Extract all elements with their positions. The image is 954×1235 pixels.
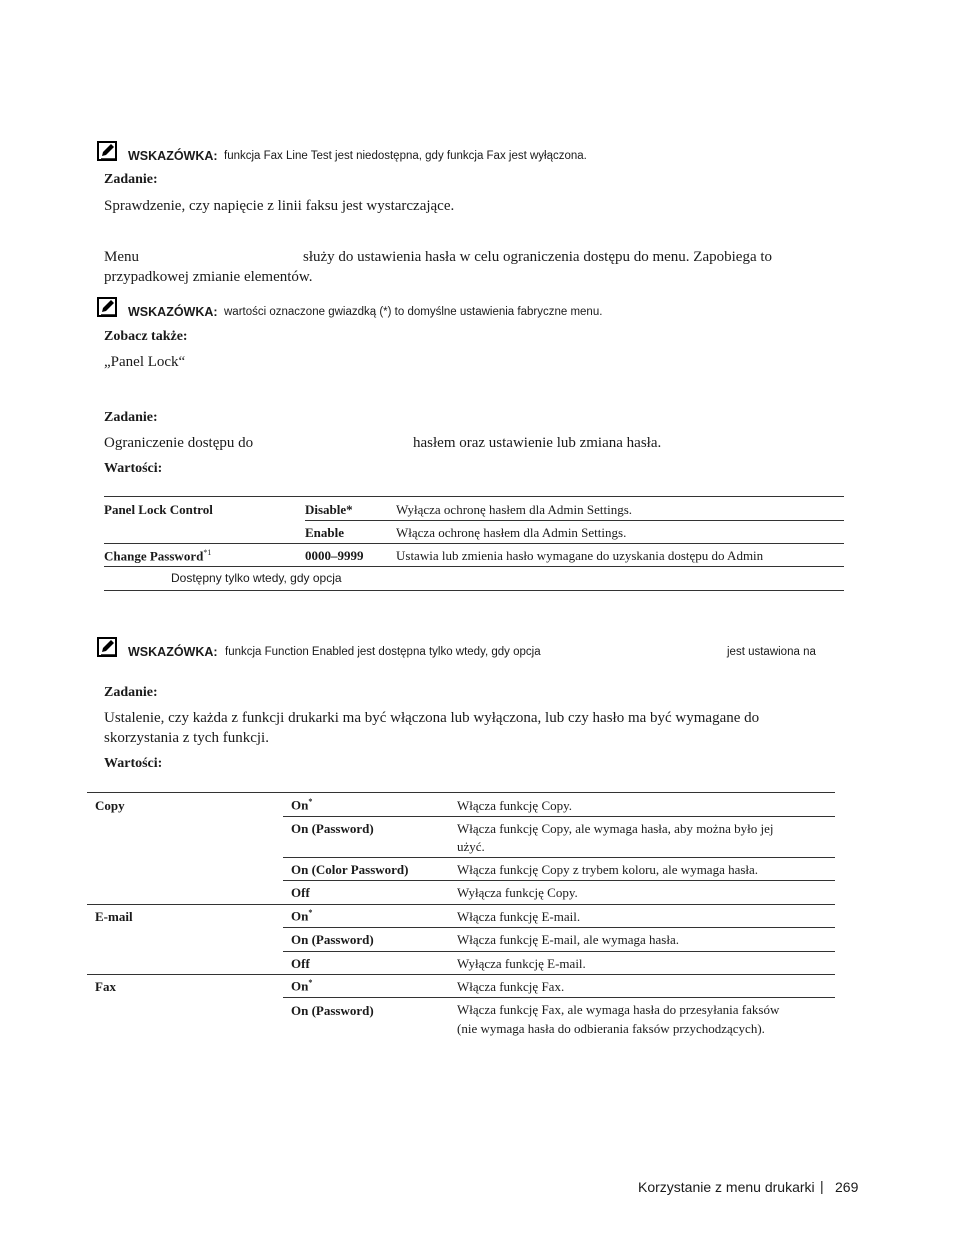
values-heading: Wartości:	[104, 461, 163, 476]
option-value: On (Password)	[291, 932, 374, 947]
intro-prefix: Menu	[104, 249, 139, 265]
option-desc: Włącza funkcję Fax.	[457, 979, 565, 994]
intro-line1: służy do ustawienia hasła w celu ograniczenia dostępu do menu. Zapobiega to	[303, 249, 773, 265]
note-pencil-icon	[97, 297, 117, 317]
function-name: Copy	[95, 798, 125, 813]
task-text-b: hasłem oraz ustawienie lub zmiana hasła.	[413, 435, 662, 451]
option-desc: Włącza funkcję E-mail, ale wymaga hasła.	[457, 932, 679, 947]
note-text-b: jest ustawiona na	[727, 646, 816, 658]
option-desc: Wyłącza funkcję Copy.	[457, 885, 578, 900]
note-pencil-icon	[97, 637, 117, 657]
option-desc: użyć.	[457, 839, 485, 854]
task-line2: skorzystania z tych funkcji.	[104, 730, 269, 746]
note-text-a: funkcja Function Enabled jest dostępna tylko wtedy, gdy opcja	[225, 646, 541, 658]
note-text: funkcja Fax Line Test jest niedostępna, gdy funkcja Fax jest wyłączona.	[224, 150, 587, 162]
option-desc: Włącza funkcję Copy z trybem koloru, ale wymaga hasła.	[457, 862, 759, 877]
option-desc: Włącza funkcję Copy, ale wymaga hasła, aby można było jej	[457, 821, 774, 836]
function-name: E-mail	[95, 909, 133, 924]
task-heading: Zadanie:	[104, 410, 158, 425]
function-name: Fax	[95, 979, 116, 994]
option-desc: (nie wymaga hasła do odbierania faksów przychodzących).	[457, 1021, 765, 1036]
option-value: On*	[291, 797, 313, 813]
see-also-heading: Zobacz także:	[104, 329, 188, 344]
option-value: On (Password)	[291, 821, 374, 836]
table-row-desc: Wyłącza ochronę hasłem dla Admin Settings.	[396, 502, 633, 517]
table-row-desc: Włącza ochronę hasłem dla Admin Settings.	[396, 525, 627, 540]
option-value: On*	[291, 908, 313, 924]
footer-separator: |	[820, 1178, 824, 1194]
task-heading: Zadanie:	[104, 685, 158, 700]
option-desc: Włącza funkcję Copy.	[457, 798, 573, 813]
table-footnote: Dostępny tylko wtedy, gdy opcja	[171, 571, 342, 585]
option-value: On*	[291, 978, 313, 994]
task-text: Sprawdzenie, czy napięcie z linii faksu jest wystarczające.	[104, 198, 455, 214]
table-row-value: Enable	[305, 525, 345, 540]
task-heading: Zadanie:	[104, 172, 158, 187]
table-row-value: Disable*	[305, 502, 353, 517]
values-heading: Wartości:	[104, 756, 163, 771]
option-desc: Włącza funkcję E-mail.	[457, 909, 581, 924]
page-number: 269	[835, 1179, 859, 1195]
table-row-value: 0000–9999	[305, 548, 364, 563]
option-value: Off	[291, 956, 310, 971]
option-value: On (Password)	[291, 1003, 374, 1018]
see-also-link[interactable]: „Panel Lock“	[104, 354, 186, 370]
task-line1: Ustalenie, czy każda z funkcji drukarki ma być włączona lub wyłączona, lub czy hasło ma być wymagane do	[104, 710, 760, 726]
option-value: On (Color Password)	[291, 862, 409, 877]
note-pencil-icon	[97, 141, 117, 161]
note-label: WSKAZÓWKA:	[128, 305, 218, 319]
table-row-name: Panel Lock Control	[104, 502, 213, 517]
note-label: WSKAZÓWKA:	[128, 645, 218, 659]
note-text: wartości oznaczone gwiazdką (*) to domyślne ustawienia fabryczne menu.	[224, 306, 603, 318]
footer-title: Korzystanie z menu drukarki	[638, 1179, 815, 1195]
task-text-a: Ograniczenie dostępu do	[104, 435, 254, 451]
table-row-name: Change Password$^{*1}$	[104, 548, 212, 564]
note-label: WSKAZÓWKA:	[128, 149, 218, 163]
table-row-desc: Ustawia lub zmienia hasło wymagane do uzyskania dostępu do Admin	[396, 548, 764, 563]
option-desc: Wyłącza funkcję E-mail.	[457, 956, 586, 971]
option-desc: Włącza funkcję Fax, ale wymaga hasła do przesyłania faksów	[457, 1002, 780, 1017]
intro-line2: przypadkowej zmianie elementów.	[104, 269, 313, 285]
option-value: Off	[291, 885, 310, 900]
